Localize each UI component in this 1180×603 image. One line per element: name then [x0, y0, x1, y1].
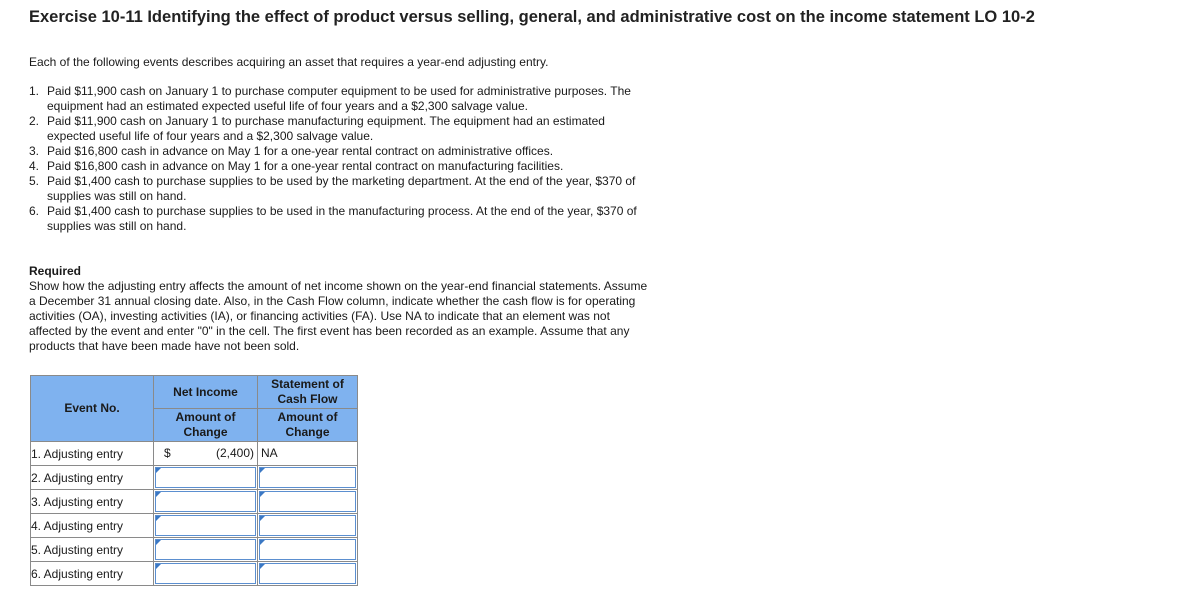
net-income-cell — [154, 538, 258, 562]
event-number: 6. — [29, 204, 40, 218]
intro-text: Each of the following events describes acquiring an asset that requires a year-end adjusting entry. — [29, 55, 549, 69]
required-instructions: Show how the adjusting entry affects the amount of net income shown on the year-end financial statements. Assume a December 31 annual closing date. Also, in the Cash Flow column, indicate whether the cash flow is for operating activities (OA), investing activities (IA), or financing activities (FA). Use NA to indicate that an element was not affected by the event and enter "0" in the cell. The first event has been recorded as an example. Assume that any products that have been made have not been sold. — [29, 279, 648, 353]
header-cf-amount: Amount of Change — [258, 409, 358, 442]
events-list — [29, 84, 649, 234]
row-label: 6. Adjusting entry — [31, 562, 154, 586]
currency-symbol: $ — [164, 446, 171, 460]
cash-flow-input[interactable] — [259, 539, 356, 560]
event-item — [29, 144, 649, 159]
header-event-no: Event No. — [31, 376, 154, 442]
event-number: 1. — [29, 84, 40, 98]
event-number: 4. — [29, 159, 40, 173]
event-text: Paid $16,800 cash in advance on May 1 for a one-year rental contract on administrative offices. — [47, 144, 554, 158]
net-income-input[interactable] — [155, 539, 256, 560]
cash-flow-cell — [258, 466, 358, 490]
table-row — [31, 514, 358, 538]
event-text: Paid $16,800 cash in advance on May 1 for a one-year rental contract on manufacturing facilities. — [47, 159, 564, 173]
event-text: Paid $11,900 cash on January 1 to purchase manufacturing equipment. The equipment had an estimated expected useful life of four years and a $2,300 salvage value. — [47, 114, 605, 143]
row-label: 2. Adjusting entry — [31, 466, 154, 490]
row-label: 4. Adjusting entry — [31, 514, 154, 538]
required-heading: Required — [29, 264, 82, 278]
row-label: 5. Adjusting entry — [31, 538, 154, 562]
answer-table — [30, 375, 358, 586]
event-item — [29, 84, 649, 114]
cash-flow-cell — [258, 562, 358, 586]
header-ni-amount: Amount of Change — [154, 409, 258, 442]
net-income-cell — [154, 466, 258, 490]
event-item — [29, 174, 649, 204]
cash-flow-value: NA — [261, 446, 278, 460]
event-text: Paid $1,400 cash to purchase supplies to be used in the manufacturing process. At the end of the year, $370 of supplies was still on hand. — [47, 204, 637, 233]
net-income-input[interactable] — [155, 515, 256, 536]
cash-flow-cell — [258, 490, 358, 514]
event-number: 2. — [29, 114, 40, 128]
cash-flow-cell — [258, 514, 358, 538]
net-income-input[interactable] — [155, 563, 256, 584]
header-net-income: Net Income — [154, 376, 258, 409]
cash-flow-input[interactable] — [259, 515, 356, 536]
cash-flow-cell — [258, 538, 358, 562]
net-income-cell — [154, 562, 258, 586]
cash-flow-cell — [258, 442, 358, 466]
row-label: 1. Adjusting entry — [31, 442, 154, 466]
table-row — [31, 562, 358, 586]
net-income-input[interactable] — [155, 491, 256, 512]
net-income-cell — [154, 442, 258, 466]
net-income-cell — [154, 490, 258, 514]
net-income-input[interactable] — [155, 467, 256, 488]
table-row — [31, 466, 358, 490]
cash-flow-input[interactable] — [259, 563, 356, 584]
table-row — [31, 442, 358, 466]
event-item — [29, 114, 649, 144]
row-label: 3. Adjusting entry — [31, 490, 154, 514]
table-row — [31, 490, 358, 514]
net-income-cell — [154, 514, 258, 538]
exercise-title: Exercise 10-11 Identifying the effect of product versus selling, general, and administrative cost on the income statement LO 10-2 — [29, 8, 1035, 26]
event-item — [29, 159, 649, 174]
event-number: 5. — [29, 174, 40, 188]
event-text: Paid $1,400 cash to purchase supplies to be used by the marketing department. At the end of the year, $370 of supplies was still on hand. — [47, 174, 636, 203]
event-item — [29, 204, 649, 234]
event-number: 3. — [29, 144, 40, 158]
cash-flow-input[interactable] — [259, 491, 356, 512]
event-text: Paid $11,900 cash on January 1 to purchase computer equipment to be used for administrative purposes. The equipment had an estimated expected useful life of four years and a $2,300 salvage value. — [47, 84, 631, 113]
table-row — [31, 538, 358, 562]
cash-flow-input[interactable] — [259, 467, 356, 488]
header-cash-flow: Statement of Cash Flow — [258, 376, 358, 409]
net-income-value: (2,400) — [215, 446, 254, 460]
